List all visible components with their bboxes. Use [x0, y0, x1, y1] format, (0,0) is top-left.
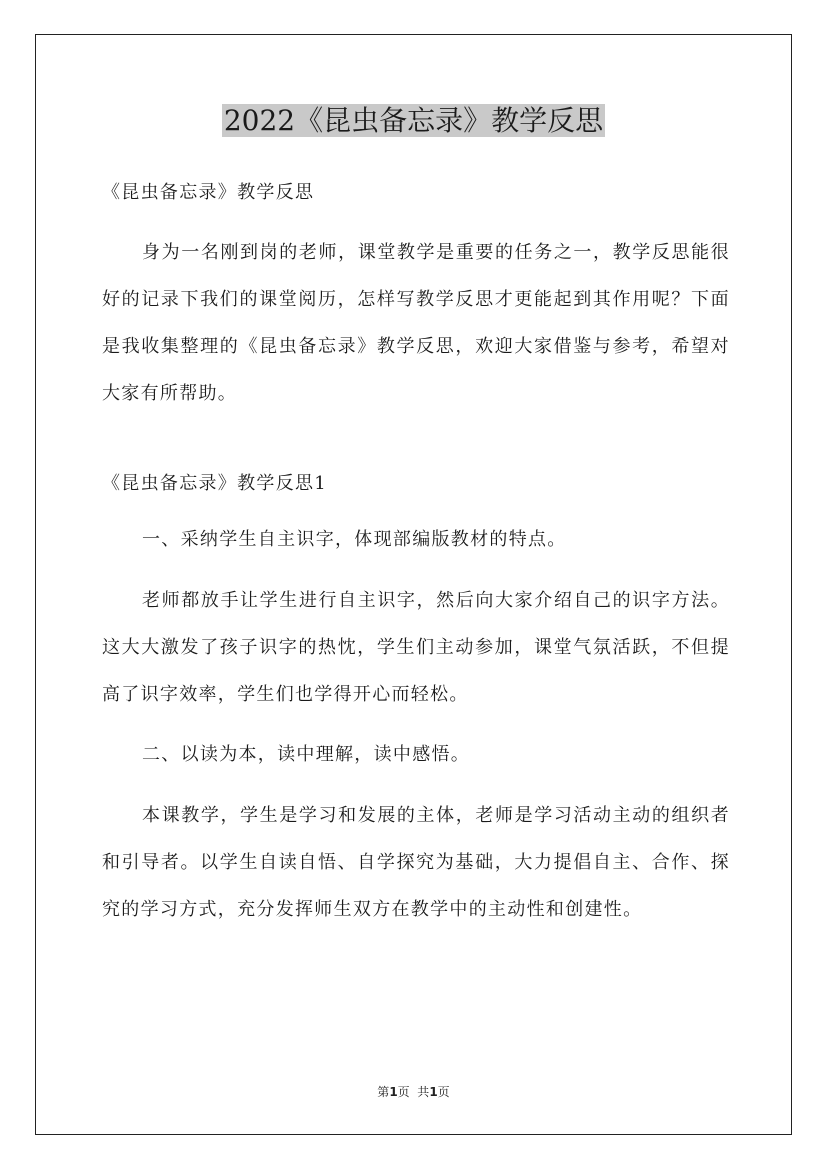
document-body — [102, 174, 730, 933]
footer-page-number: 1 — [389, 1085, 398, 1099]
page-footer — [0, 1083, 827, 1100]
section-heading-1: 《昆虫备忘录》教学反思1 — [102, 473, 328, 494]
body-paragraph-2: 本课教学，学生是学习和发展的主体，老师是学习活动主动的组织者和引导者。以学生自读自悟、自学探究为基础，大力提倡自主、合作、探究的学习方式，充分发挥师生双方在教学中的主动性和创建性。 — [102, 805, 730, 920]
intro-paragraph: 身为一名刚到岗的老师，课堂教学是重要的任务之一，教学反思能很好的记录下我们的课堂阅历，怎样写教学反思才更能起到其作用呢？下面是我收集整理的《昆虫备忘录》教学反思，欢迎大家借鉴与参考，希望对大家有所帮助。 — [102, 242, 730, 404]
document-title — [0, 101, 827, 141]
footer-page-mid: 页 共 — [397, 1085, 430, 1099]
point-heading-2: 二、以读为本，读中理解，读中感悟。 — [142, 744, 471, 765]
document-title-text: 2022《昆虫备忘录》教学反思 — [223, 104, 604, 137]
point-heading-1: 一、采纳学生自主识字，体现部编版教材的特点。 — [142, 529, 567, 550]
footer-page-total: 1 — [429, 1085, 438, 1099]
section-heading: 《昆虫备忘录》教学反思 — [102, 182, 315, 203]
footer-page-prefix: 第 — [377, 1085, 390, 1099]
footer-page-suffix: 页 — [437, 1085, 450, 1099]
body-paragraph-1: 老师都放手让学生进行自主识字，然后向大家介绍自己的识字方法。这大大激发了孩子识字的热忱，学生们主动参加，课堂气氛活跃，不但提高了识字效率，学生们也学得开心而轻松。 — [102, 590, 730, 705]
